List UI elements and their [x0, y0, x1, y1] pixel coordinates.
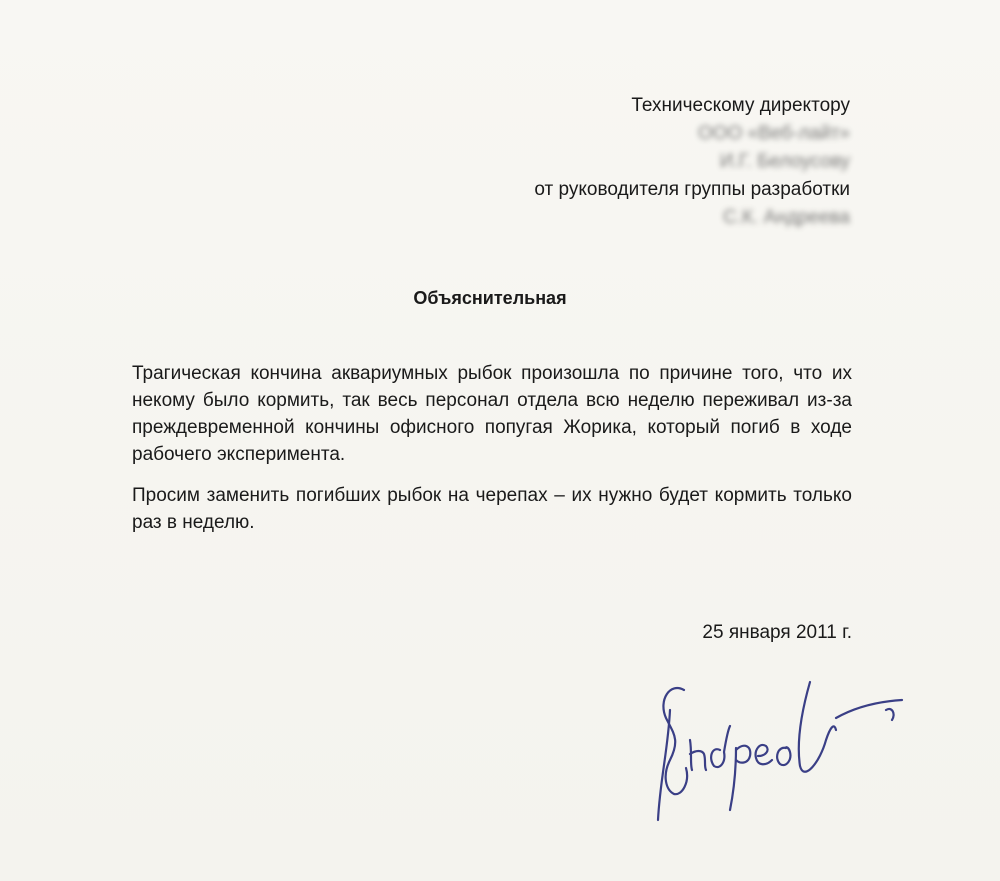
- signature-stroke: [711, 726, 730, 767]
- signature-stroke: [836, 700, 902, 720]
- body-paragraph-1: Трагическая кончина аквариумных рыбок произошла по причине того, что их некому было кормить, так весь персонал отдела всю неделю переживал из-за преждевременной кончины офисного попугая Жорика, который погиб в ходе рабочего эксперимента.: [132, 363, 852, 465]
- addressee-block: [534, 92, 850, 232]
- document-title: Объяснительная: [413, 288, 567, 308]
- sender-position: от руководителя группы разработки: [534, 179, 850, 200]
- signature-stroke: [777, 747, 790, 765]
- addressee-company: ООО «Веб-лайт»: [698, 123, 850, 144]
- addressee-position: Техническому директору: [631, 95, 850, 116]
- sender-name: С.К. Андреева: [722, 207, 850, 228]
- body-paragraph-2: Просим заменить погибших рыбок на черепах – их нужно будет кормить только раз в неделю.: [132, 485, 852, 533]
- signature-stroke: [690, 740, 706, 770]
- signature-stroke: [756, 745, 772, 764]
- handwritten-signature-icon: [640, 670, 920, 850]
- addressee-name: И.Г. Белоусову: [719, 151, 850, 172]
- signature-stroke: [730, 746, 750, 810]
- signature-stroke: [799, 682, 836, 772]
- document-date: 25 января 2011 г.: [702, 622, 852, 643]
